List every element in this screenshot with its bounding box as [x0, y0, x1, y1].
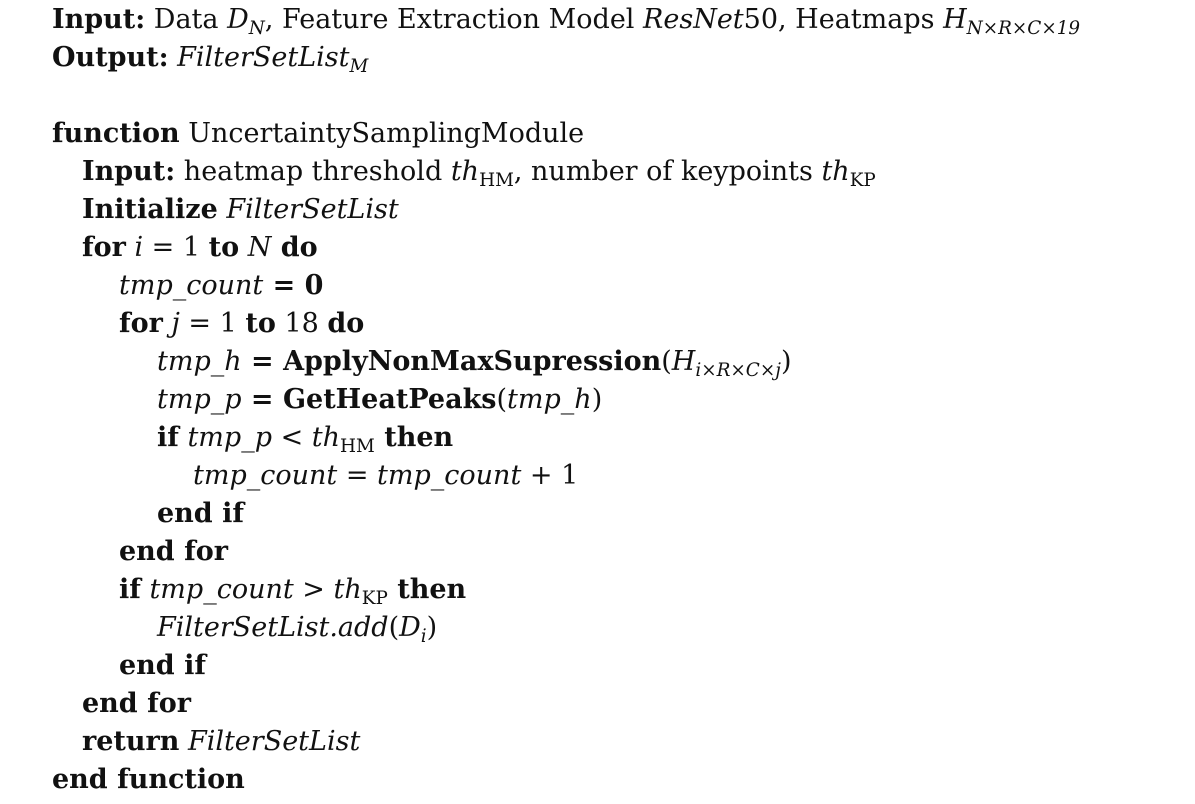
tmp-count-var: tmp_count	[377, 460, 522, 491]
model-number: 50	[743, 4, 779, 35]
if-heatmap-line	[157, 422, 454, 458]
heatmap-subscript: N×R×C×19	[966, 18, 1081, 40]
return-keyword: return	[82, 726, 180, 757]
input-keyword: Input:	[52, 4, 146, 35]
for-keyword: for	[119, 308, 163, 339]
heatmap-arg-subscript: i×R×C×j	[695, 360, 781, 382]
initialize-line	[82, 196, 399, 223]
end-if-line: end if	[119, 650, 206, 681]
end-function-line: end function	[52, 764, 245, 795]
function-input-line	[82, 156, 876, 192]
input-text: Data	[145, 4, 228, 35]
function-input-text: , number of keypoints	[513, 156, 822, 187]
threshold-var: th	[333, 574, 362, 605]
output-subscript: M	[349, 56, 369, 78]
paren-open: (	[496, 384, 508, 415]
function-name: UncertaintySamplingModule	[179, 118, 585, 149]
threshold-var: th	[450, 156, 480, 187]
input-text: , Feature Extraction Model	[264, 4, 644, 35]
threshold-subscript: KP	[361, 588, 388, 610]
increment-line	[193, 462, 578, 489]
tmp-p-line	[157, 386, 602, 413]
tmp-count-var: tmp_count	[193, 460, 338, 491]
algorithm-output-line	[52, 42, 369, 78]
data-arg-subscript: i	[420, 626, 427, 648]
heatmap-arg: H	[671, 346, 696, 377]
filter-set-list-var: FilterSetList	[217, 194, 399, 225]
add-line	[157, 612, 438, 648]
plus-one: + 1	[521, 460, 579, 491]
heat-peaks-function: GetHeatPeaks	[282, 384, 497, 415]
loop-var: i	[125, 232, 144, 263]
data-var: D	[227, 4, 249, 35]
input-text: , Heatmaps	[778, 4, 944, 35]
less-than-op: <	[271, 422, 312, 453]
then-keyword: then	[387, 574, 467, 605]
loop-end: N	[239, 232, 272, 263]
add-call: FilterSetList.add	[157, 612, 389, 643]
to-keyword: to	[245, 308, 276, 339]
assign-op: =	[337, 460, 378, 491]
loop-start: = 1	[143, 232, 209, 263]
paren-close: )	[591, 384, 603, 415]
loop-var: j	[162, 308, 180, 339]
paren-open: (	[661, 346, 672, 377]
paren-close: )	[426, 612, 438, 643]
return-line	[82, 728, 360, 755]
to-keyword: to	[208, 232, 240, 263]
assign-zero: = 0	[263, 270, 324, 301]
function-line	[52, 120, 584, 147]
threshold-subscript: KP	[849, 170, 876, 192]
then-keyword: then	[374, 422, 454, 453]
for-j-line	[119, 310, 364, 337]
end-if-line: end if	[157, 498, 244, 529]
tmp-h-line	[157, 346, 792, 382]
if-keypoints-line	[119, 574, 467, 610]
initialize-keyword: Initialize	[82, 194, 218, 225]
tmp-p-var: tmp_p	[178, 422, 272, 453]
if-keyword: if	[119, 574, 141, 605]
output-keyword: Output:	[52, 42, 169, 73]
greater-than-op: >	[293, 574, 334, 605]
threshold-subscript: HM	[340, 436, 375, 458]
threshold-subscript: HM	[479, 170, 514, 192]
tmp-p-var: tmp_p	[157, 384, 242, 415]
tmp-count-init-line	[119, 272, 323, 299]
tmp-h-var: tmp_h	[157, 346, 242, 377]
for-i-line	[82, 234, 318, 261]
do-keyword: do	[271, 232, 318, 263]
do-keyword: do	[327, 308, 365, 339]
end-for-line: end for	[82, 688, 191, 719]
loop-start: = 1	[179, 308, 246, 339]
assign-op: =	[241, 384, 283, 415]
data-var-subscript: N	[248, 18, 265, 40]
paren-close: )	[780, 346, 792, 377]
return-var: FilterSetList	[179, 726, 361, 757]
assign-op: =	[241, 346, 284, 377]
nms-function: ApplyNonMaxSupression	[283, 346, 662, 377]
algorithm-input-line	[52, 4, 1081, 40]
threshold-var: th	[821, 156, 850, 187]
data-arg: D	[399, 612, 421, 643]
function-keyword: function	[52, 118, 180, 149]
paren-open: (	[388, 612, 400, 643]
end-for-line: end for	[119, 536, 228, 567]
function-input-text: heatmap threshold	[175, 156, 451, 187]
if-keyword: if	[157, 422, 179, 453]
loop-end: 18	[275, 308, 328, 339]
heatmap-var: H	[943, 4, 967, 35]
for-keyword: for	[82, 232, 126, 263]
tmp-count-var: tmp_count	[140, 574, 294, 605]
tmp-h-arg: tmp_h	[507, 384, 592, 415]
model-name: ResNet	[643, 4, 744, 35]
output-var: FilterSetList	[177, 42, 350, 73]
tmp-count-var: tmp_count	[119, 270, 264, 301]
function-input-keyword: Input:	[82, 156, 176, 187]
threshold-var: th	[311, 422, 341, 453]
